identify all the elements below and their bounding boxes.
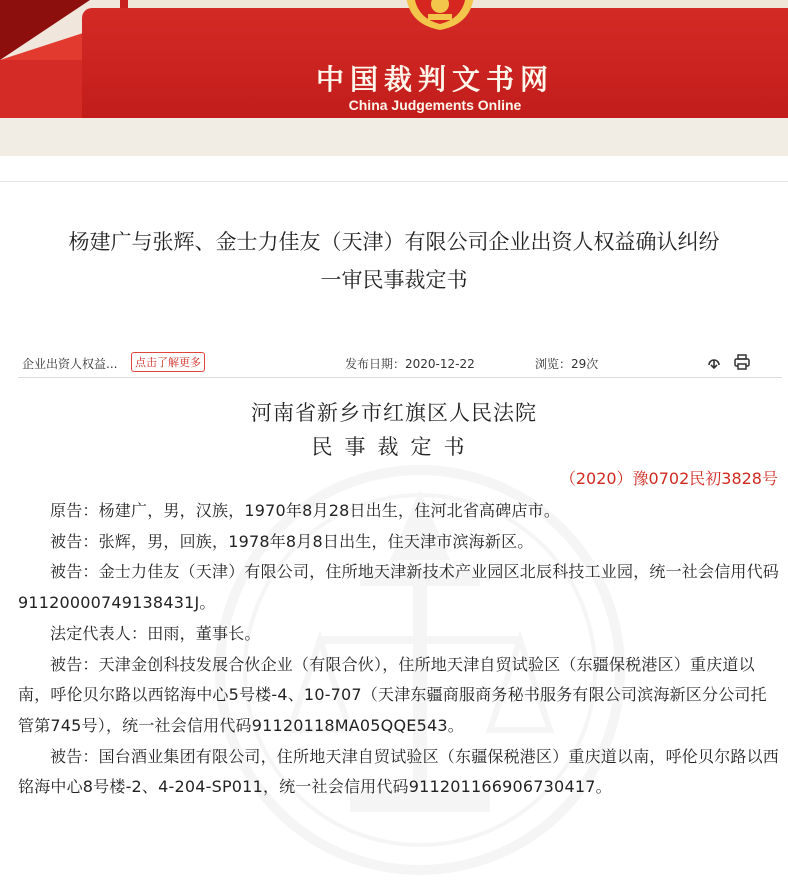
paragraph-defendant: 被告：金士力佳友（天津）有限公司，住所地天津新技术产业园区北辰科技工业园，统一社会信用代码91120000749138431J。 bbox=[18, 562, 780, 613]
document-meta-bar bbox=[0, 351, 788, 375]
document-title-line2: 一审民事裁定书 bbox=[320, 268, 468, 292]
court-name: 河南省新乡市红旗区人民法院 bbox=[251, 401, 537, 425]
case-number: （2020）豫0702民初3828号 bbox=[559, 469, 778, 488]
banner-band bbox=[0, 118, 788, 156]
paragraph-plaintiff: 原告：杨建广，男，汉族，1970年8月28日出生，住河北省高碑店市。 bbox=[50, 501, 561, 520]
divider bbox=[0, 181, 788, 182]
download-icon[interactable] bbox=[705, 353, 723, 371]
site-title[interactable]: 中国裁判文书网 bbox=[315, 63, 554, 96]
emblem-icon bbox=[402, 0, 478, 34]
document-type: 民事裁定书 bbox=[311, 435, 477, 459]
print-icon[interactable] bbox=[733, 353, 751, 371]
publish-date: 发布日期：2020-12-22 bbox=[345, 357, 475, 371]
meta-divider bbox=[18, 377, 782, 378]
document-title-line1: 杨建广与张辉、金士力佳友（天津）有限公司企业出资人权益确认纠纷 bbox=[68, 230, 720, 254]
site-subtitle: China Judgements Online bbox=[348, 97, 522, 113]
paragraph-defendant: 被告：张辉，男，回族，1978年8月8日出生，住天津市滨海新区。 bbox=[50, 531, 534, 551]
case-cause: 企业出资人权益... bbox=[22, 357, 118, 371]
paragraph-defendant: 被告：国台酒业集团有限公司，住所地天津自贸试验区（东疆保税港区）重庆道以南，呼伦贝尔路以西铭海中心8号楼-2、4-204-SP011，统一社会信用代码911201166906730417。 bbox=[18, 746, 780, 797]
paragraph-defendant: 被告：天津金创科技发展合伙企业（有限合伙），住所地天津自贸试验区（东疆保税港区）重庆道以南，呼伦贝尔路以西铭海中心5号楼-4、10-707（天津东疆商服商务秘书服务有限公司滨海新区分公司托管第745号），统一社会信用代码91120118MA05QQE543。 bbox=[18, 654, 767, 735]
document-body bbox=[18, 496, 780, 803]
learn-more-button[interactable]: 点击了解更多 bbox=[131, 352, 205, 372]
banner-ribbon-dark bbox=[0, 0, 90, 60]
site-banner bbox=[0, 0, 788, 118]
view-count: 浏览：29次 bbox=[535, 357, 599, 371]
paragraph-legal-representative: 法定代表人：田雨，董事长。 bbox=[50, 623, 261, 643]
